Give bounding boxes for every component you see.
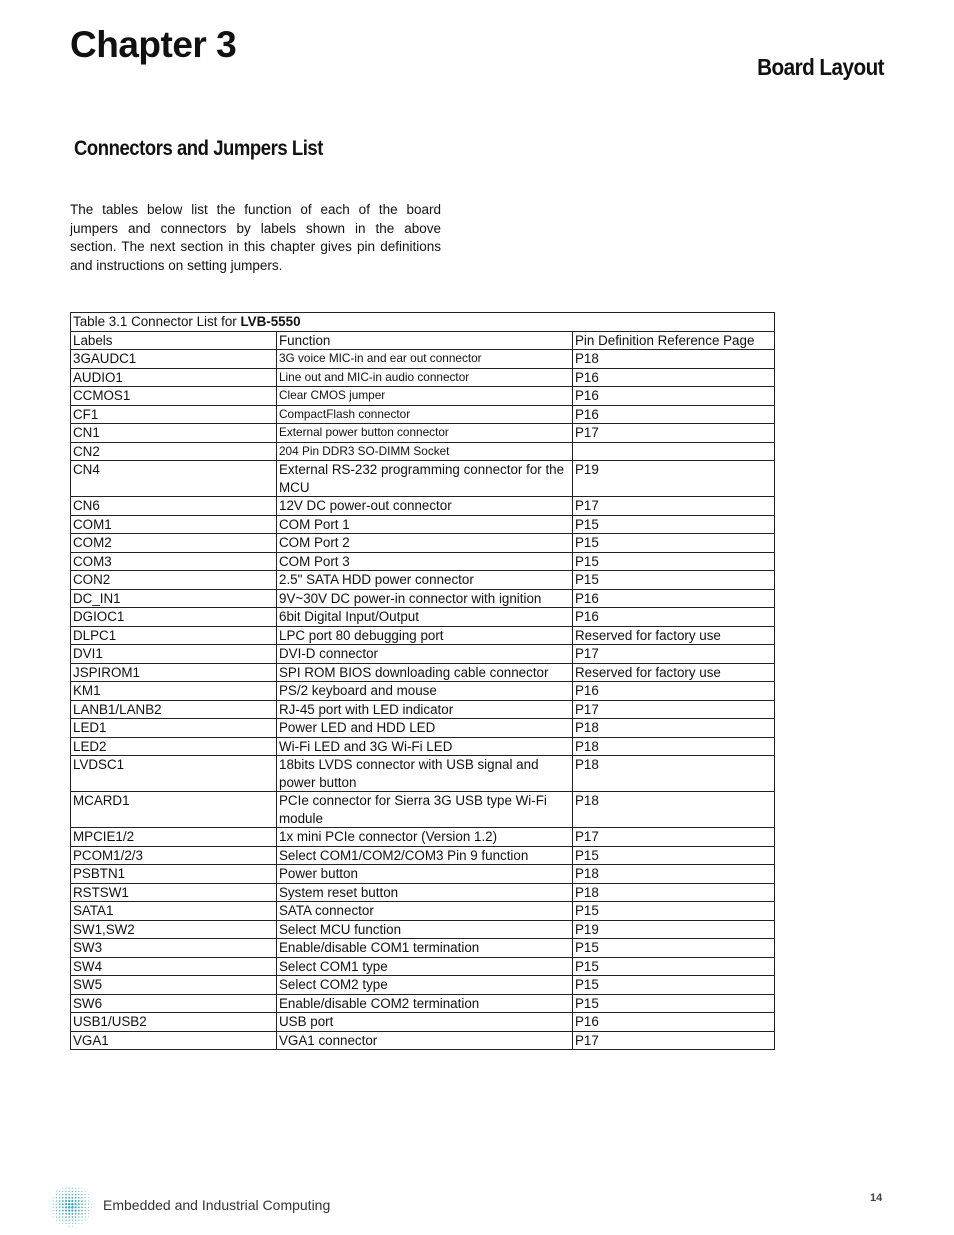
reference-page-cell: P16 [573,682,775,701]
table-row [71,368,775,387]
label-cell: DGIOC1 [71,608,277,627]
table-row [71,405,775,424]
function-cell: 2.5" SATA HDD power connector [277,571,573,590]
footer-text: Embedded and Industrial Computing [103,1197,331,1213]
column-header-reference-page: Pin Definition Reference Page [573,331,775,350]
reference-page-cell: P15 [573,534,775,553]
reference-page-cell: Reserved for factory use [573,626,775,645]
column-header-labels: Labels [71,331,277,350]
reference-page-cell: P16 [573,1013,775,1032]
function-cell: Power button [277,865,573,884]
label-cell: PSBTN1 [71,865,277,884]
reference-page-cell: P15 [573,957,775,976]
label-cell: CN6 [71,497,277,516]
table-row [71,626,775,645]
label-cell: AUDIO1 [71,368,277,387]
label-cell: LVDSC1 [71,756,277,792]
reference-page-cell: P18 [573,737,775,756]
table-row [71,350,775,369]
label-cell: COM1 [71,515,277,534]
function-cell: SPI ROM BIOS downloading cable connector [277,663,573,682]
reference-page-cell: P19 [573,461,775,497]
function-cell: LPC port 80 debugging port [277,626,573,645]
table-row [71,589,775,608]
label-cell: LED1 [71,719,277,738]
label-cell: LED2 [71,737,277,756]
table-row [71,994,775,1013]
table-row [71,920,775,939]
reference-page-cell: P18 [573,883,775,902]
function-cell: 204 Pin DDR3 SO-DIMM Socket [277,442,573,461]
reference-page-cell: P16 [573,387,775,406]
table-caption [71,313,775,332]
reference-page-cell: P15 [573,994,775,1013]
function-cell: Select COM2 type [277,976,573,995]
table-row [71,939,775,958]
table-row [71,792,775,828]
label-cell: SW3 [71,939,277,958]
label-cell: CF1 [71,405,277,424]
table-row [71,645,775,664]
table-row [71,700,775,719]
reference-page-cell: P17 [573,424,775,443]
table-row [71,534,775,553]
function-cell: 1x mini PCIe connector (Version 1.2) [277,828,573,847]
label-cell: CON2 [71,571,277,590]
function-cell: External RS-232 programming connector for the MCU [277,461,573,497]
reference-page-cell: P15 [573,939,775,958]
label-cell: RSTSW1 [71,883,277,902]
function-cell: Power LED and HDD LED [277,719,573,738]
reference-page-cell: P15 [573,571,775,590]
table-row [71,442,775,461]
subsection-title: Connectors and Jumpers List [74,137,323,160]
table-caption-row [71,313,775,332]
reference-page-cell: P15 [573,552,775,571]
function-cell: VGA1 connector [277,1031,573,1050]
connector-list-table [70,312,775,1050]
reference-page-cell: P15 [573,846,775,865]
function-cell: Select COM1 type [277,957,573,976]
reference-page-cell: P15 [573,976,775,995]
table-row [71,461,775,497]
page-number: 14 [870,1192,883,1204]
reference-page-cell: P17 [573,645,775,664]
label-cell: MCARD1 [71,792,277,828]
table-row [71,865,775,884]
label-cell: DC_IN1 [71,589,277,608]
table-row [71,846,775,865]
table-row [71,957,775,976]
reference-page-cell: P17 [573,1031,775,1050]
table-row [71,552,775,571]
function-cell: 12V DC power-out connector [277,497,573,516]
label-cell: CN1 [71,424,277,443]
reference-page-cell: P15 [573,902,775,921]
label-cell: DVI1 [71,645,277,664]
function-cell: RJ-45 port with LED indicator [277,700,573,719]
label-cell: USB1/USB2 [71,1013,277,1032]
reference-page-cell: P17 [573,497,775,516]
reference-page-cell: P16 [573,368,775,387]
column-header-function: Function [277,331,573,350]
table-row [71,515,775,534]
function-cell: Clear CMOS jumper [277,387,573,406]
table-row [71,497,775,516]
function-cell: Select COM1/COM2/COM3 Pin 9 function [277,846,573,865]
table-row [71,387,775,406]
label-cell: JSPIROM1 [71,663,277,682]
label-cell: DLPC1 [71,626,277,645]
function-cell: DVI-D connector [277,645,573,664]
reference-page-cell: P16 [573,589,775,608]
function-cell: Wi-Fi LED and 3G Wi-Fi LED [277,737,573,756]
table-header-row [71,331,775,350]
function-cell: Select MCU function [277,920,573,939]
table-row [71,571,775,590]
table-row [71,902,775,921]
reference-page-cell: P18 [573,865,775,884]
table-row [71,976,775,995]
function-cell: Line out and MIC-in audio connector [277,368,573,387]
reference-page-cell [573,442,775,461]
table-row [71,883,775,902]
intro-paragraph: The tables below list the function of each of the board jumpers and connectors by labels shown in the above section. The next section in this chapter gives pin definitions and instructions on setting jumpers. [70,202,441,273]
function-cell: SATA connector [277,902,573,921]
function-cell: Enable/disable COM1 termination [277,939,573,958]
reference-page-cell: P19 [573,920,775,939]
section-title: Board Layout [757,54,884,80]
label-cell: SW5 [71,976,277,995]
table-caption-prefix: Table 3.1 Connector List for [73,314,241,329]
function-cell: PCIe connector for Sierra 3G USB type Wi-Fi module [277,792,573,828]
label-cell: LANB1/LANB2 [71,700,277,719]
function-cell: CompactFlash connector [277,405,573,424]
reference-page-cell: P18 [573,719,775,738]
globe-logo-icon [48,1183,94,1229]
function-cell: 18bits LVDS connector with USB signal and power button [277,756,573,792]
table-row [71,682,775,701]
function-cell: System reset button [277,883,573,902]
label-cell: PCOM1/2/3 [71,846,277,865]
table-row [71,1013,775,1032]
function-cell: 6bit Digital Input/Output [277,608,573,627]
function-cell: USB port [277,1013,573,1032]
reference-page-cell: P15 [573,515,775,534]
label-cell: COM2 [71,534,277,553]
function-cell: COM Port 2 [277,534,573,553]
label-cell: SATA1 [71,902,277,921]
table-row [71,737,775,756]
table-row [71,828,775,847]
reference-page-cell: P16 [573,608,775,627]
reference-page-cell: Reserved for factory use [573,663,775,682]
label-cell: VGA1 [71,1031,277,1050]
function-cell: External power button connector [277,424,573,443]
label-cell: SW1,SW2 [71,920,277,939]
table-caption-model: LVB-5550 [240,314,301,329]
reference-page-cell: P18 [573,756,775,792]
reference-page-cell: P16 [573,405,775,424]
function-cell: COM Port 3 [277,552,573,571]
label-cell: CN4 [71,461,277,497]
chapter-heading: Chapter 3 [70,24,237,65]
table-row [71,424,775,443]
label-cell: SW4 [71,957,277,976]
table-row [71,719,775,738]
table-row [71,663,775,682]
label-cell: COM3 [71,552,277,571]
function-cell: PS/2 keyboard and mouse [277,682,573,701]
table-row [71,756,775,792]
function-cell: Enable/disable COM2 termination [277,994,573,1013]
label-cell: CN2 [71,442,277,461]
reference-page-cell: P17 [573,700,775,719]
label-cell: MPCIE1/2 [71,828,277,847]
reference-page-cell: P18 [573,792,775,828]
label-cell: KM1 [71,682,277,701]
function-cell: COM Port 1 [277,515,573,534]
label-cell: CCMOS1 [71,387,277,406]
reference-page-cell: P17 [573,828,775,847]
function-cell: 9V~30V DC power-in connector with ignition [277,589,573,608]
reference-page-cell: P18 [573,350,775,369]
label-cell: SW6 [71,994,277,1013]
label-cell: 3GAUDC1 [71,350,277,369]
table-row [71,1031,775,1050]
table-row [71,608,775,627]
function-cell: 3G voice MIC-in and ear out connector [277,350,573,369]
